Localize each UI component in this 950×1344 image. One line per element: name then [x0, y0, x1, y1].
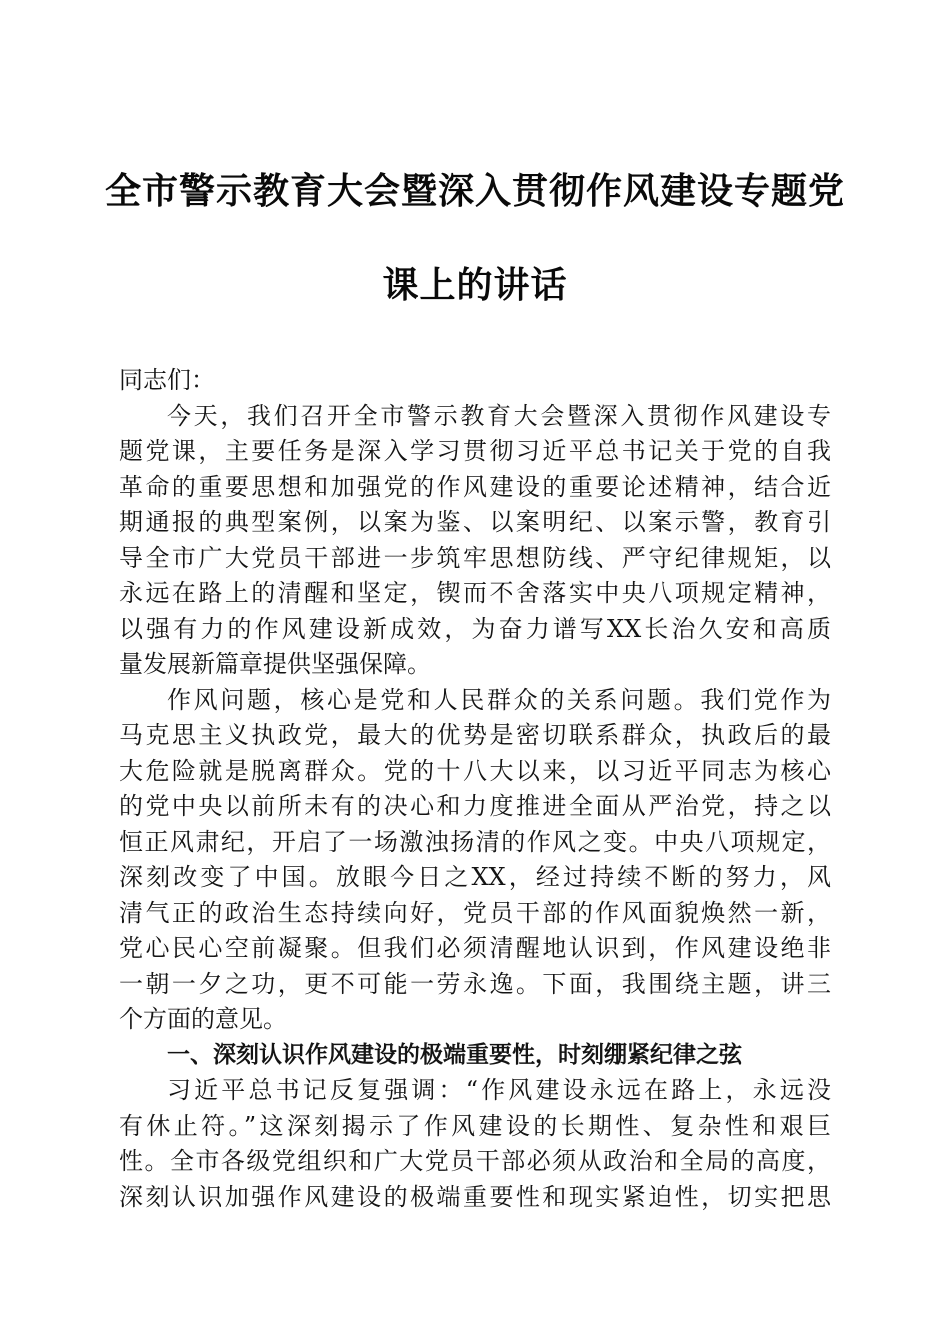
paragraph-line: 有休止符。”这深刻揭示了作风建设的长期性、复杂性和艰巨 [119, 1111, 831, 1140]
paragraph-line: 深刻认识加强作风建设的极端重要性和现实紧迫性，切实把思 [119, 1182, 831, 1211]
document-title-line-2: 课上的讲话 [382, 265, 568, 306]
paragraph-line: 性。全市各级党组织和广大党员干部必须从政治和全局的高度， [119, 1147, 831, 1175]
paragraph-line: 期通报的典型案例，以案为鉴、以案明纪、以案示警，教育引 [119, 508, 831, 536]
paragraph-line: 一朝一夕之功，更不可能一劳永逸。下面，我围绕主题，讲三 [119, 969, 831, 998]
document-body [119, 363, 831, 1215]
paragraph-line: 的党中央以前所未有的决心和力度推进全面从严治党，持之以 [119, 792, 831, 820]
paragraph-line: 革命的重要思想和加强党的作风建设的重要论述精神，结合近 [119, 472, 831, 501]
paragraph-line: 永远在路上的清醒和坚定，锲而不舍落实中央八项规定精神， [119, 579, 831, 607]
paragraph-1 [119, 399, 831, 683]
document-title-line-1: 全市警示教育大会暨深入贯彻作风建设专题党 [104, 171, 845, 212]
paragraph-line: 马克思主义执政党，最大的优势是密切联系群众，执政后的最 [119, 721, 831, 749]
paragraph-line: 恒正风肃纪，开启了一场激浊扬清的作风之变。中央八项规定， [119, 827, 831, 856]
paragraph-line: 题党课，主要任务是深入学习贯彻习近平总书记关于党的自我 [119, 437, 831, 465]
paragraph-line: 清气正的政治生态持续向好，党员干部的作风面貌焕然一新， [119, 898, 831, 927]
paragraph-3 [119, 1073, 831, 1215]
section-heading-1: 一、深刻认识作风建设的极端重要性，时刻绷紧纪律之弦 [167, 1041, 742, 1068]
salutation: 同志们： [119, 366, 215, 394]
paragraph-line: 深刻改变了中国。放眼今日之XX，经过持续不断的努力，风 [119, 863, 831, 891]
paragraph-line: 习近平总书记反复强调：“作风建设永远在路上，永远没 [167, 1076, 831, 1104]
paragraph-line: 大危险就是脱离群众。党的十八大以来，以习近平同志为核心 [119, 756, 831, 785]
paragraph-2 [119, 683, 831, 1038]
paragraph-line: 作风问题，核心是党和人民群众的关系问题。我们党作为 [167, 685, 831, 714]
paragraph-line: 个方面的意见。 [119, 1005, 287, 1033]
paragraph-line: 以强有力的作风建设新成效，为奋力谱写XX长治久安和高质 [119, 614, 831, 643]
paragraph-line: 党心民心空前凝聚。但我们必须清醒地认识到，作风建设绝非 [119, 934, 831, 962]
paragraph-line: 导全市广大党员干部进一步筑牢思想防线、严守纪律规矩，以 [119, 543, 831, 572]
paragraph-line: 量发展新篇章提供坚强保障。 [119, 650, 431, 678]
paragraph-line: 今天，我们召开全市警示教育大会暨深入贯彻作风建设专 [167, 401, 831, 430]
